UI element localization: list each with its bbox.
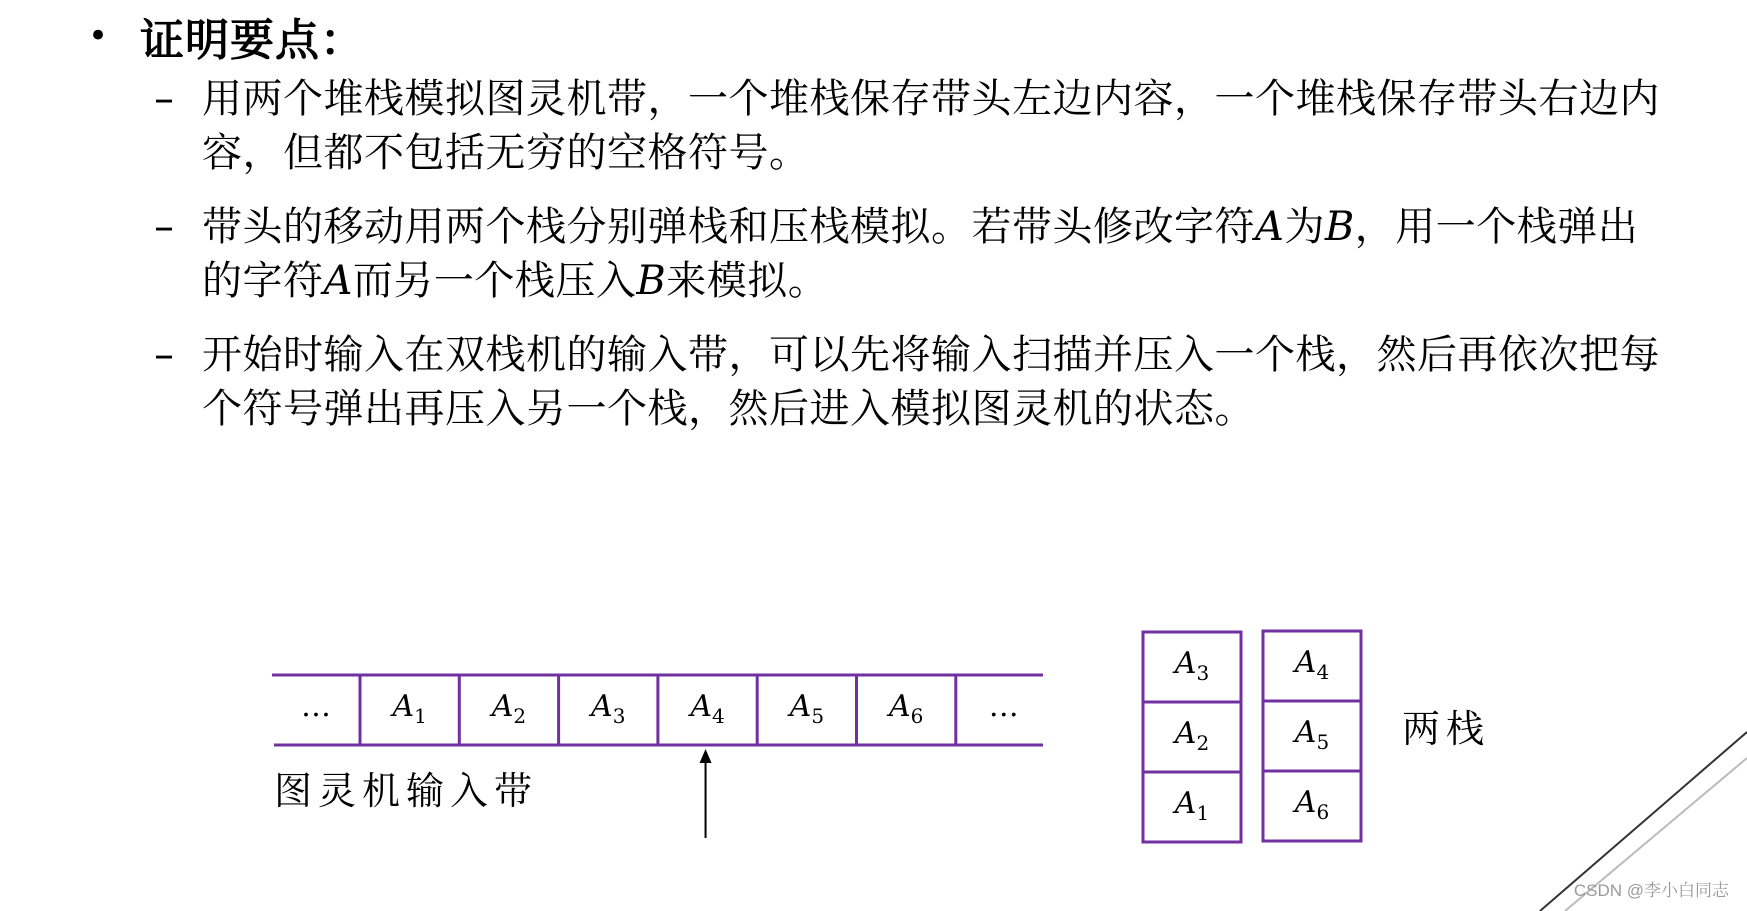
- tape-cell-label: $A_2$: [491, 689, 527, 728]
- stack-cell-label: $A_6$: [1294, 785, 1330, 824]
- dash-bullet: –: [154, 76, 174, 122]
- text-segment: 为: [1284, 204, 1325, 250]
- watermark: CSDN @李小白同志: [1573, 881, 1729, 900]
- math-variable: A: [1255, 204, 1285, 250]
- tape-cell-label: $A_6$: [888, 689, 924, 728]
- text-segment: 开始时输入在双栈机的输入带，可以先将输入扫描并压入一个栈，然后再依次把每个符号弹出再压入另一个栈，然后进入模拟图灵机的状态。: [202, 332, 1660, 432]
- right-stack: [1263, 631, 1361, 841]
- math-variable: A: [323, 258, 353, 304]
- tape-cell-label: $A_4$: [690, 689, 725, 728]
- math-variable: B: [636, 258, 667, 304]
- dash-bullet: –: [154, 332, 174, 378]
- tape-cell-label: $A_5$: [789, 689, 825, 728]
- left-stack: [1143, 632, 1241, 842]
- head-arrow-tip: [700, 749, 712, 763]
- stack-cell-label: $A_1$: [1174, 786, 1210, 825]
- text-segment: 用两个堆栈模拟图灵机带，一个堆栈保存带头左边内容，一个堆栈保存带头右边内容，但都不包括无穷的空格符号。: [202, 76, 1660, 176]
- stacks-label: 两栈: [1402, 707, 1491, 751]
- tape-cell-label: …: [301, 689, 331, 724]
- tape-cell-label: $A_1$: [392, 689, 427, 728]
- heading-title: 证明要点：: [140, 15, 365, 66]
- tape-cell-label: …: [988, 689, 1019, 724]
- stack-cell-label: $A_3$: [1174, 646, 1210, 685]
- text-segment: ，用一个栈弹出的字符: [202, 204, 1639, 304]
- turing-tape: [272, 675, 1043, 745]
- text-segment: 来模拟。: [666, 258, 829, 304]
- stack-cell-label: $A_4$: [1294, 645, 1330, 684]
- tape-cell-label: $A_3$: [591, 689, 626, 728]
- dash-bullet: –: [154, 204, 174, 250]
- math-variable: B: [1324, 204, 1355, 250]
- stack-cell-label: $A_5$: [1294, 715, 1330, 754]
- tape-head-pointer: [700, 749, 712, 838]
- stack-cell-label: $A_2$: [1174, 716, 1210, 755]
- tape-label: 图灵机输入带: [274, 769, 539, 813]
- bullet-dot: •: [88, 16, 109, 56]
- text-segment: 带头的移动用两个栈分别弹栈和压栈模拟。若带头修改字符: [202, 204, 1255, 250]
- text-segment: 而另一个栈压入: [352, 258, 637, 304]
